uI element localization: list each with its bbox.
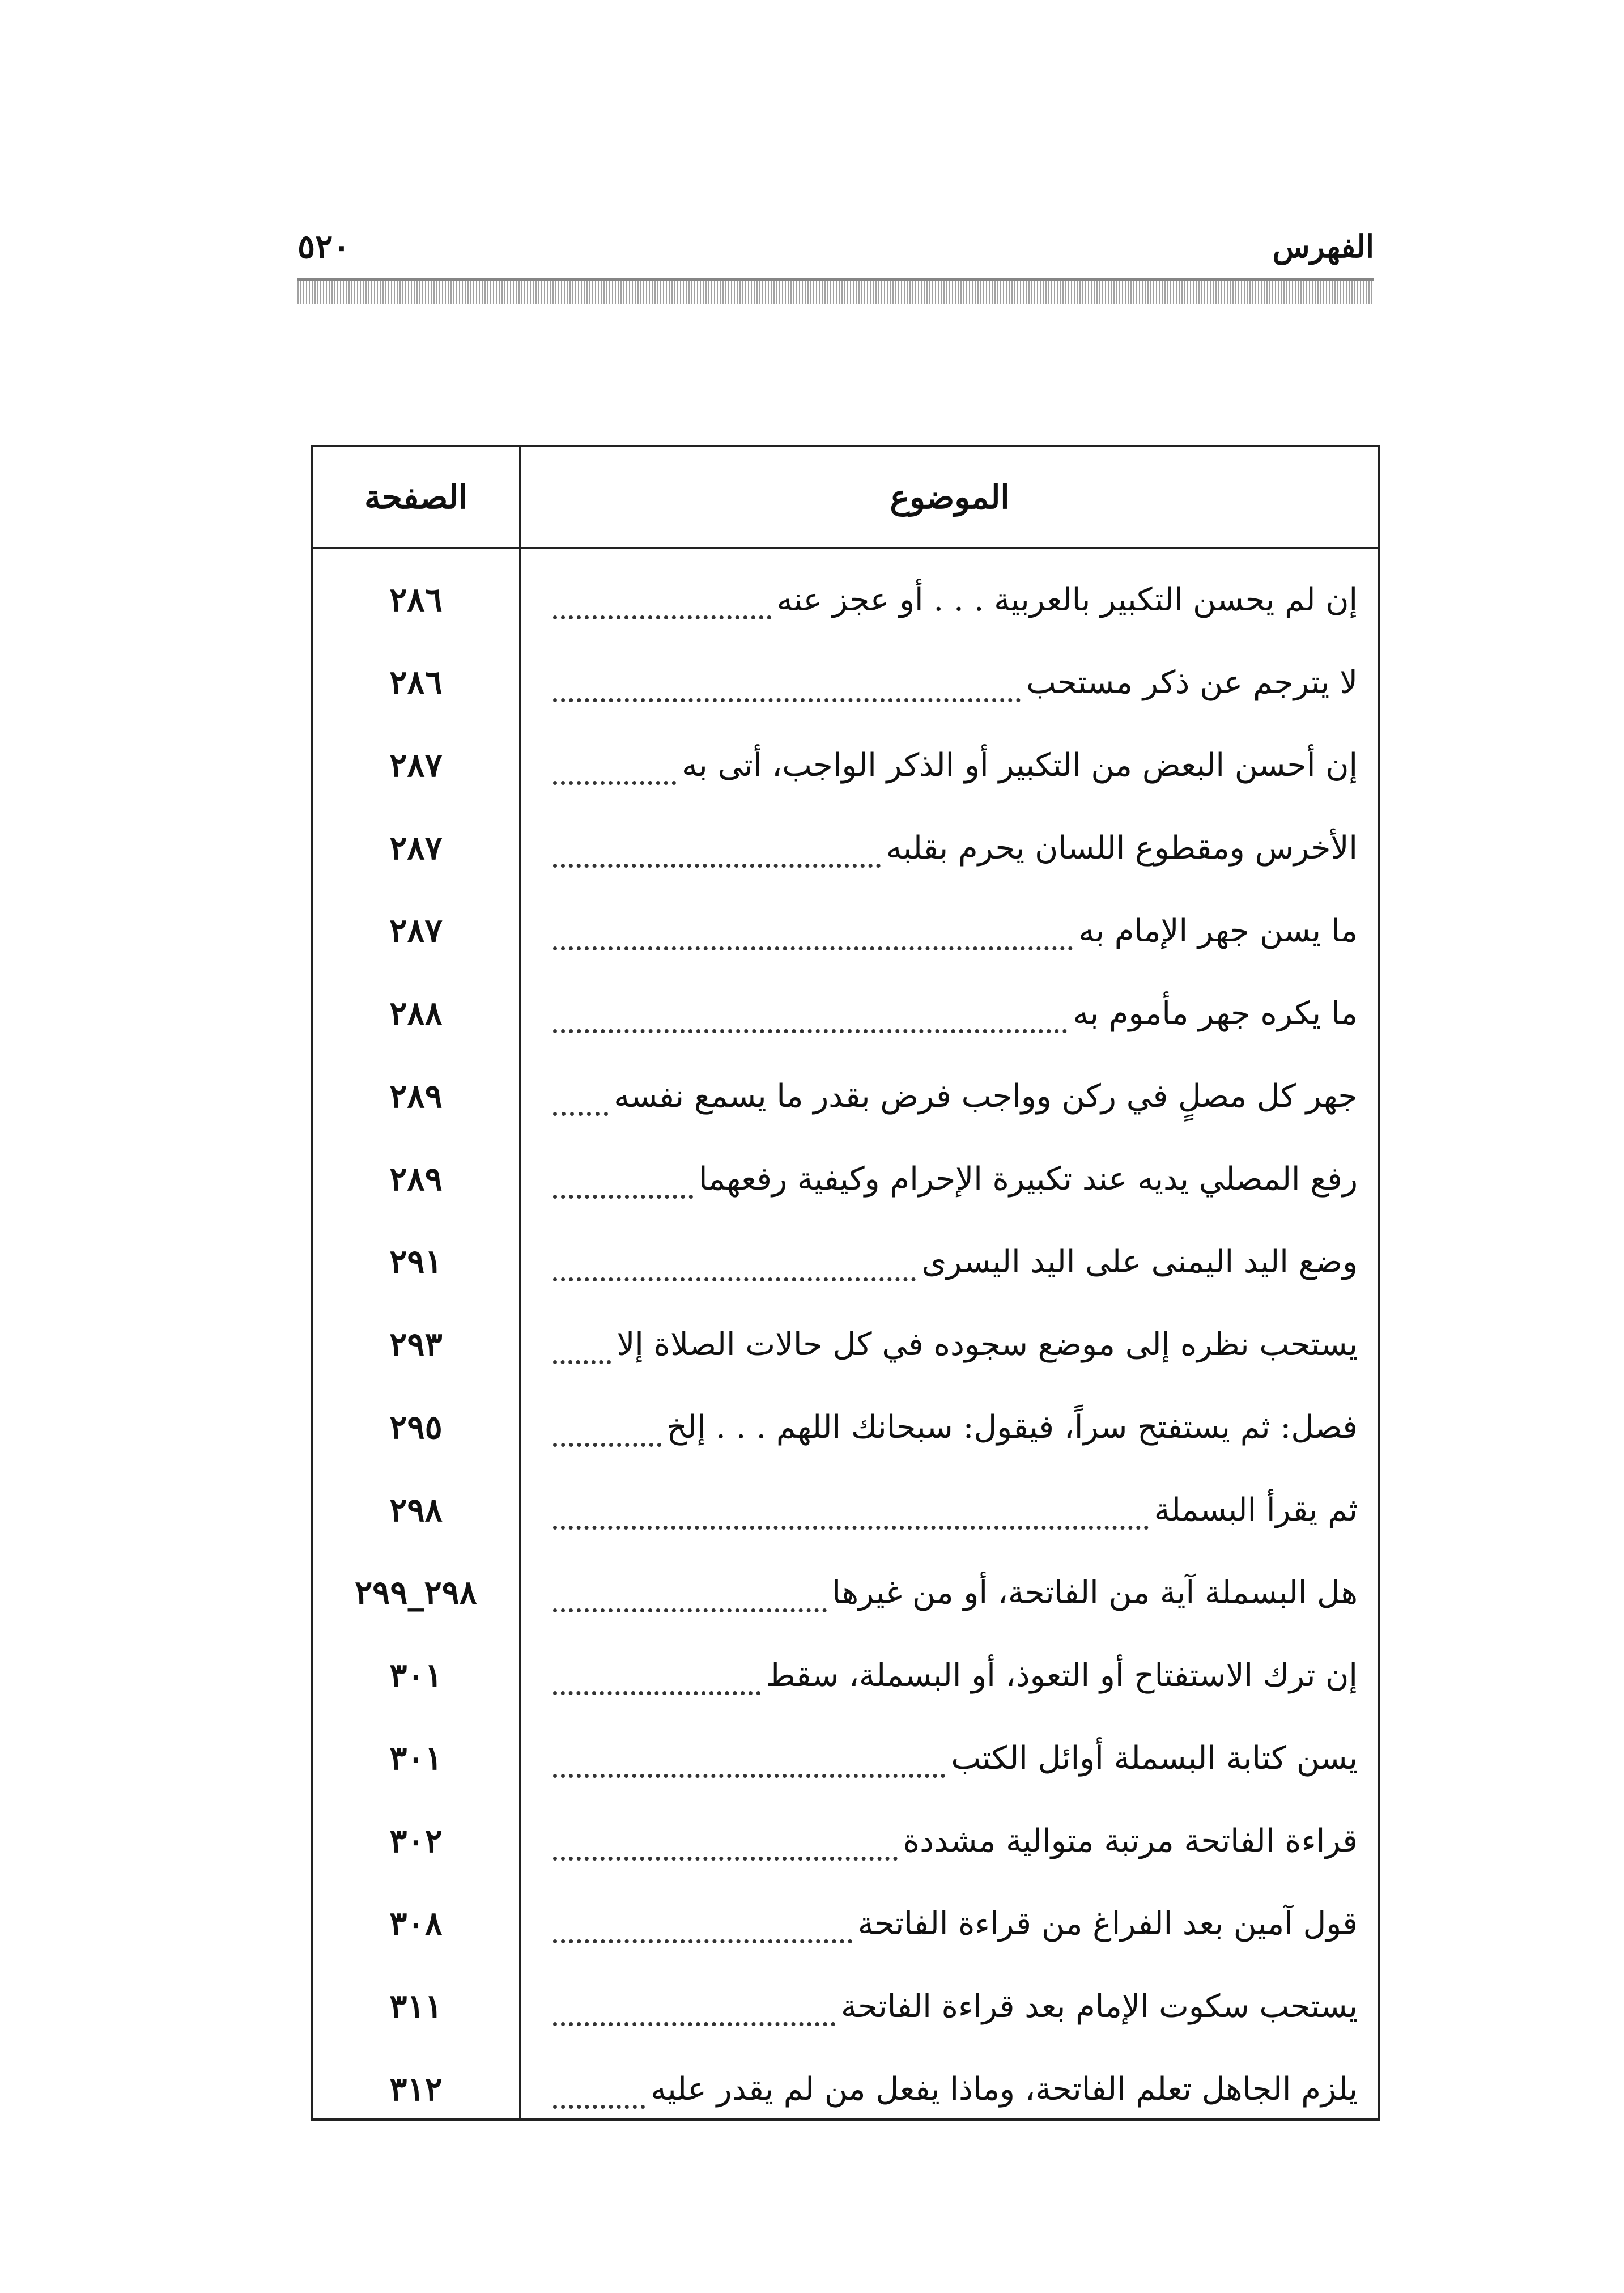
entry-topic-text: يلزم الجاهل تعلم الفاتحة، وماذا يفعل من لم يقدر عليه xyxy=(650,2070,1358,2108)
entry-page-number: ٢٩٨_٢٩٩ xyxy=(355,1573,477,1612)
entry-topic-text: يسن كتابة البسملة أوائل الكتب xyxy=(951,1739,1358,1777)
entry-topic-text: إن أحسن البعض من التكبير أو الذكر الواجب، أتى به xyxy=(682,746,1358,784)
entry-topic-text: هل البسملة آية من الفاتحة، أو من غيرها xyxy=(832,1574,1358,1611)
table-row xyxy=(313,1468,1378,1551)
entry-topic-text: يستحب سكوت الإمام بعد قراءة الفاتحة xyxy=(841,1988,1358,2025)
entry-topic-text: لا يترجم عن ذكر مستحب xyxy=(1026,664,1358,701)
entry-topic xyxy=(553,1551,1358,1634)
dot-leader xyxy=(553,1029,1067,1033)
entry-topic-text: قراءة الفاتحة مرتبة متوالية مشددة xyxy=(903,1822,1358,1859)
entry-page-number: ٢٨٩ xyxy=(389,1160,443,1198)
entry-topic-text: يستحب نظره إلى موضع سجوده في كل حالات الصلاة إلا xyxy=(617,1326,1358,1363)
entry-page-number: ٢٨٨ xyxy=(389,994,443,1033)
entry-topic-text: فصل: ثم يستفتح سراً، فيقول: سبحانك اللهم . . . إلخ xyxy=(666,1408,1358,1446)
entry-page-number: ٣٠١ xyxy=(389,1739,443,1777)
entry-topic xyxy=(553,1717,1358,1799)
index-table xyxy=(311,445,1380,2121)
entry-topic xyxy=(553,1468,1358,1551)
entry-topic xyxy=(553,1799,1358,1882)
table-row xyxy=(313,1882,1378,1965)
entry-page-number: ٣٠٢ xyxy=(389,1821,443,1860)
table-row xyxy=(313,1799,1378,1882)
entry-topic xyxy=(553,1303,1358,1386)
entry-topic-text: رفع المصلي يديه عند تكبيرة الإحرام وكيفية رفعهما xyxy=(698,1160,1358,1198)
entry-page-number: ٣١١ xyxy=(389,1987,443,2026)
column-header-topic: الموضوع xyxy=(890,478,1010,516)
running-header xyxy=(297,224,1374,269)
entry-page-number: ٢٩٨ xyxy=(389,1491,443,1529)
table-row xyxy=(313,1717,1378,1799)
dot-leader xyxy=(553,1195,693,1199)
dot-leader xyxy=(553,2022,835,2026)
table-row xyxy=(313,1303,1378,1386)
entry-page-number: ٢٨٧ xyxy=(389,829,443,867)
table-row xyxy=(313,972,1378,1055)
dot-leader xyxy=(553,864,881,868)
entry-page-number: ٢٨٧ xyxy=(389,746,443,784)
dot-leader xyxy=(553,698,1021,702)
dot-leader xyxy=(553,1774,945,1778)
table-row xyxy=(313,806,1378,889)
dot-leader xyxy=(553,781,676,785)
dot-leader xyxy=(553,2105,645,2109)
dot-leader xyxy=(553,1112,608,1116)
table-body xyxy=(313,558,1378,2130)
table-row xyxy=(313,2048,1378,2130)
dot-leader xyxy=(553,1443,661,1447)
table-row xyxy=(313,558,1378,641)
entry-topic xyxy=(553,972,1358,1055)
dot-leader xyxy=(553,1277,916,1281)
entry-topic xyxy=(553,1137,1358,1220)
entry-topic xyxy=(553,806,1358,889)
table-row xyxy=(313,889,1378,972)
dot-leader xyxy=(553,1857,898,1861)
entry-topic-text: إن لم يحسن التكبير بالعربية . . . أو عجز عنه xyxy=(776,581,1358,618)
entry-page-number: ٣١٢ xyxy=(389,2070,443,2108)
entry-topic xyxy=(553,1220,1358,1303)
entry-page-number: ٢٨٩ xyxy=(389,1077,443,1115)
table-row xyxy=(313,1965,1378,2048)
entry-topic-text: جهر كل مصلٍ في ركن وواجب فرض بقدر ما يسمع نفسه xyxy=(614,1077,1358,1115)
entry-topic xyxy=(553,2048,1358,2130)
entry-topic-text: إن ترك الاستفتاح أو التعوذ، أو البسملة، سقط xyxy=(766,1657,1358,1694)
entry-page-number: ٢٩٣ xyxy=(389,1325,443,1364)
entry-topic-text: الأخرس ومقطوع اللسان يحرم بقلبه xyxy=(886,829,1358,867)
entry-page-number: ٢٨٦ xyxy=(389,663,443,702)
table-row xyxy=(313,1137,1378,1220)
table-header xyxy=(313,447,1378,549)
entry-topic xyxy=(553,889,1358,972)
entry-page-number: ٣٠١ xyxy=(389,1656,443,1695)
table-row xyxy=(313,1634,1378,1717)
entry-topic xyxy=(553,724,1358,806)
entry-page-number: ٢٨٦ xyxy=(389,580,443,619)
dot-leader xyxy=(553,946,1073,950)
entry-page-number: ٢٨٧ xyxy=(389,911,443,950)
entry-topic-text: وضع اليد اليمنى على اليد اليسرى xyxy=(921,1243,1358,1280)
entry-topic-text: ثم يقرأ البسملة xyxy=(1154,1491,1358,1528)
table-row xyxy=(313,1055,1378,1137)
entry-topic xyxy=(553,641,1358,724)
table-row xyxy=(313,641,1378,724)
dot-leader xyxy=(553,1526,1149,1530)
running-header-title: الفهرس xyxy=(1272,228,1374,265)
entry-topic-text: ما يسن جهر الإمام به xyxy=(1078,912,1358,949)
dot-leader xyxy=(553,1691,760,1695)
table-row xyxy=(313,724,1378,806)
page-number: ٥٢٠ xyxy=(297,227,351,266)
entry-topic xyxy=(553,1386,1358,1468)
header-rule xyxy=(297,278,1374,304)
dot-leader xyxy=(553,615,771,619)
entry-topic xyxy=(553,1055,1358,1137)
entry-topic xyxy=(553,1965,1358,2048)
entry-topic-text: قول آمين بعد الفراغ من قراءة الفاتحة xyxy=(857,1905,1358,1942)
table-row xyxy=(313,1220,1378,1303)
entry-page-number: ٢٩٥ xyxy=(389,1408,443,1446)
dot-leader xyxy=(553,1939,852,1943)
entry-topic xyxy=(553,558,1358,641)
dot-leader xyxy=(553,1608,827,1612)
entry-page-number: ٢٩١ xyxy=(389,1242,443,1281)
entry-page-number: ٣٠٨ xyxy=(389,1904,443,1943)
dot-leader xyxy=(553,1360,611,1364)
table-row xyxy=(313,1551,1378,1634)
entry-topic xyxy=(553,1882,1358,1965)
entry-topic xyxy=(553,1634,1358,1717)
column-header-page: الصفحة xyxy=(364,478,467,516)
entry-topic-text: ما يكره جهر مأموم به xyxy=(1073,995,1358,1032)
table-row xyxy=(313,1386,1378,1468)
